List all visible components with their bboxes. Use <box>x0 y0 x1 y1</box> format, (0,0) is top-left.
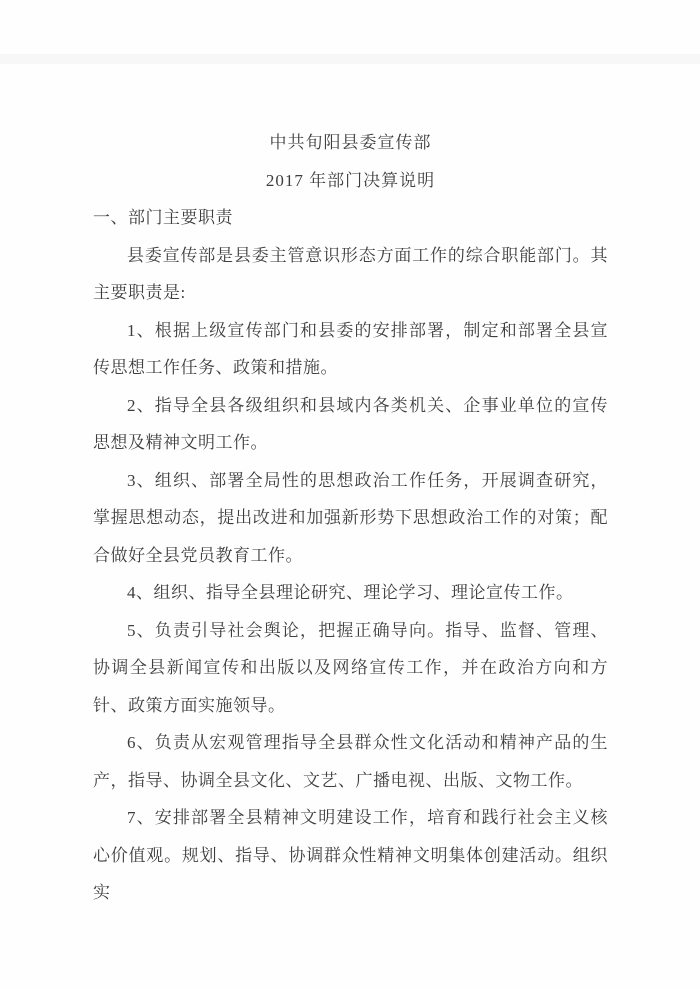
paragraph-duty-3: 3、组织、部署全局性的思想政治工作任务，开展调查研究，掌握思想动态，提出改进和加强新形势下思想政治工作的对策；配合做好全县党员教育工作。 <box>93 470 608 565</box>
scan-artifact-band <box>0 54 700 64</box>
paragraph-duty-1: 1、根据上级宣传部门和县委的安排部署，制定和部署全县宣传思想工作任务、政策和措施。 <box>93 320 608 377</box>
paragraph-intro: 县委宣传部是县委主管意识形态方面工作的综合职能部门。其主要职责是: <box>93 245 608 302</box>
document-content <box>93 124 608 912</box>
paragraph-duty-4: 4、组织、指导全县理论研究、理论学习、理论宣传工作。 <box>127 583 574 602</box>
section-heading-main-duties: 一、部门主要职责 <box>93 208 233 227</box>
paragraph-duty-2: 2、指导全县各级组织和县域内各类机关、企事业单位的宣传思想及精神文明工作。 <box>93 395 608 452</box>
document-subtitle: 2017 年部门决算说明 <box>265 170 436 190</box>
paragraph-duty-7: 7、安排部署全县精神文明建设工作，培育和践行社会主义核心价值观。规划、指导、协调群众性精神文明集体创建活动。组织实 <box>93 808 608 902</box>
document-title: 中共旬阳县委宣传部 <box>269 133 432 152</box>
paragraph-duty-6: 6、负责从宏观管理指导全县群众性文化活动和精神产品的生产，指导、协调全县文化、文艺、广播电视、出版、文物工作。 <box>93 733 608 790</box>
paragraph-duty-5: 5、负责引导社会舆论，把握正确导向。指导、监督、管理、协调全县新闻宣传和出版以及网络宣传工作，并在政治方向和方针、政策方面实施领导。 <box>93 620 608 715</box>
